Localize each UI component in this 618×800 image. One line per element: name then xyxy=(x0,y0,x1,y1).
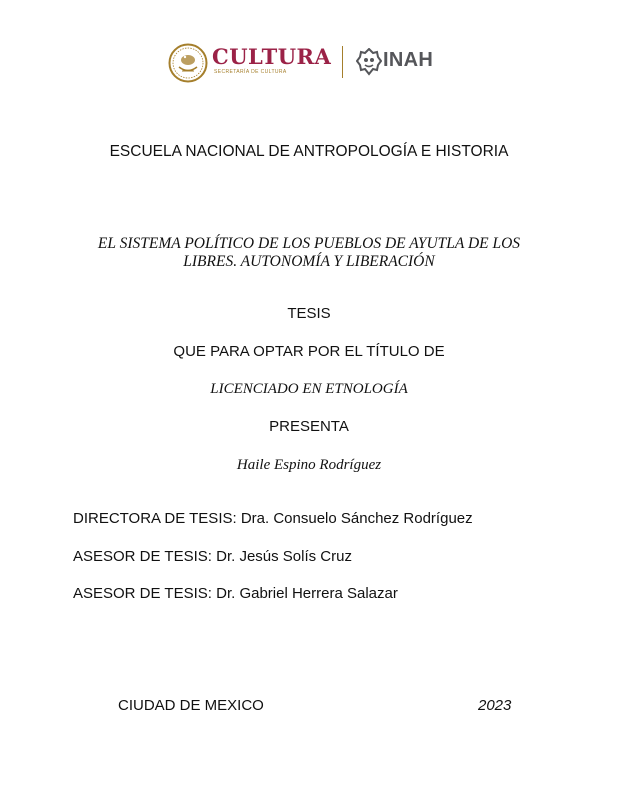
credit-role: DIRECTORA DE TESIS: xyxy=(73,510,237,527)
thesis-title-line-2: LIBRES. AUTONOMÍA Y LIBERACIÓN xyxy=(183,253,435,270)
credit-person: Dr. Gabriel Herrera Salazar xyxy=(216,585,398,602)
credit-role: ASESOR DE TESIS: xyxy=(73,548,212,565)
presents-label: PRESENTA xyxy=(269,418,349,435)
thesis-title xyxy=(0,235,618,271)
credit-advisor-1 xyxy=(73,548,352,566)
cultura-logo-text: CULTURA xyxy=(212,44,332,69)
credit-advisor-2 xyxy=(73,585,398,603)
credit-person: Dra. Consuelo Sánchez Rodríguez xyxy=(240,510,473,527)
thesis-title-line-1: EL SISTEMA POLÍTICO DE LOS PUEBLOS DE AYUTLA DE LOS xyxy=(97,235,521,252)
author-name: Haile Espino Rodríguez xyxy=(236,457,382,473)
cultura-seal-icon xyxy=(168,43,208,83)
logo-divider xyxy=(342,46,343,78)
institution-name: ESCUELA NACIONAL DE ANTROPOLOGÍA E HISTORIA xyxy=(109,143,509,160)
thesis-label: TESIS xyxy=(287,305,331,322)
credit-role: ASESOR DE TESIS: xyxy=(73,585,212,602)
header-logos xyxy=(168,40,448,86)
degree-name: LICENCIADO EN ETNOLOGÍA xyxy=(210,381,408,397)
degree-intro: QUE PARA OPTAR POR EL TÍTULO DE xyxy=(173,343,445,360)
city: CIUDAD DE MEXICO xyxy=(118,697,264,714)
credit-person: Dr. Jesús Solís Cruz xyxy=(216,548,352,565)
credit-director xyxy=(73,510,473,528)
cultura-logo-subtext: SECRETARÍA DE CULTURA xyxy=(214,69,287,75)
year: 2023 xyxy=(478,697,512,714)
inah-logo-text: INAH xyxy=(383,49,434,71)
inah-emblem-icon xyxy=(356,48,382,76)
